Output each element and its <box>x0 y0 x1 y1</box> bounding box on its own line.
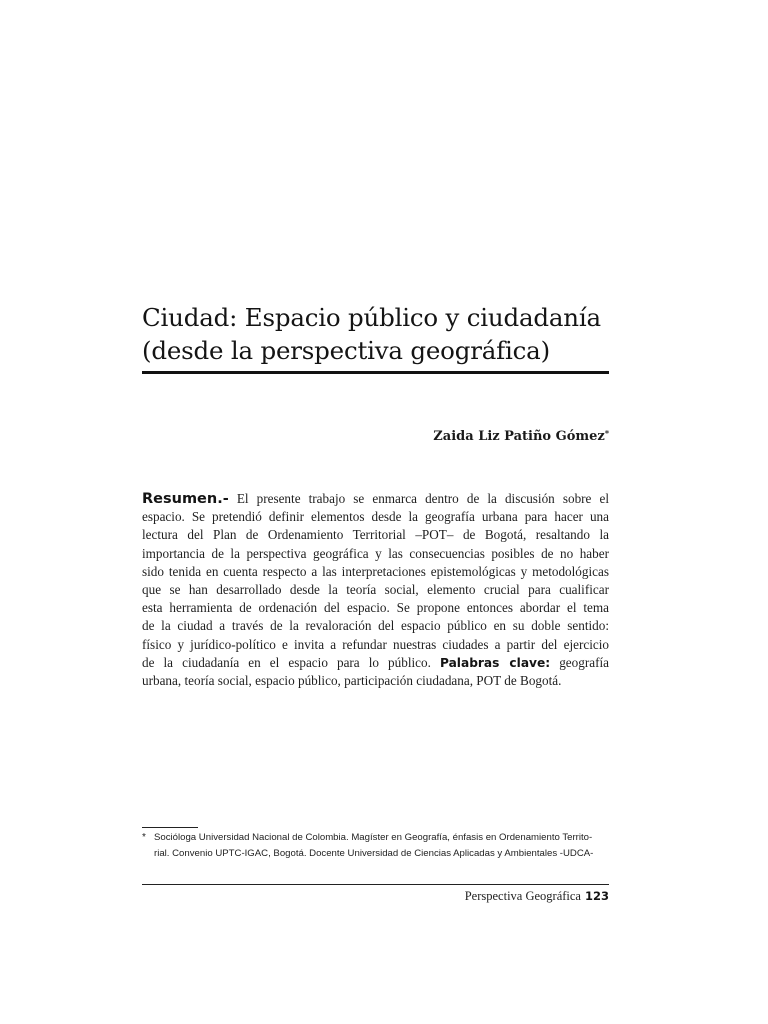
abstract-line-4: importancia de la perspectiva geográfica y las consecuencias posibles de no haber <box>142 545 609 561</box>
abstract-line <box>142 672 609 690</box>
abstract-line-6: que se han desarrollado desde la teoría social, elemento crucial para cualificar <box>142 581 609 597</box>
abstract-line-10-tail: geografía <box>550 654 609 670</box>
abstract-line-10-wrap <box>142 654 609 672</box>
abstract-line-5: sido tenida en cuenta respecto a las interpretaciones epistemológicas y metodológicas <box>142 563 609 579</box>
author-name: Zaida Liz Patiño Gómez <box>433 429 605 444</box>
author-footnote-mark: * <box>604 428 609 438</box>
abstract <box>142 490 609 690</box>
abstract-line-8: de la ciudad a través de la revaloración del espacio público en su doble sentido: <box>142 618 609 634</box>
footnote-mark: * <box>142 832 146 843</box>
abstract-line-7: esta herramienta de ordenación del espacio. Se propone entonces abordar el tema <box>142 600 609 616</box>
keywords-label: Palabras clave: <box>439 655 551 670</box>
abstract-line <box>142 581 609 599</box>
abstract-line <box>142 490 609 508</box>
footnote-line-1: Socióloga Universidad Nacional de Colombia. Magíster en Geografía, énfasis en Ordenamiento Territo- <box>154 832 593 843</box>
abstract-line-11: urbana, teoría social, espacio público, participación ciudadana, POT de Bogotá. <box>142 672 562 688</box>
footnote-divider <box>142 827 198 828</box>
author-byline <box>300 429 609 444</box>
abstract-line <box>142 563 609 581</box>
title-divider <box>142 371 609 374</box>
abstract-line-1-text: El presente trabajo se enmarca dentro de la discusión sobre el <box>228 491 609 506</box>
abstract-line-3: lectura del Plan de Ordenamiento Territorial –POT– de Bogotá, resaltando la <box>142 527 609 543</box>
abstract-line <box>142 545 609 563</box>
article-title-line-1: Ciudad: Espacio público y ciudadanía <box>142 303 601 332</box>
author-footnote <box>142 830 612 862</box>
abstract-line <box>142 599 609 617</box>
abstract-line <box>142 526 609 544</box>
footer-divider <box>142 884 609 885</box>
abstract-line <box>142 654 609 672</box>
abstract-line <box>142 617 609 635</box>
abstract-line <box>142 508 609 526</box>
journal-name: Perspectiva Geográfica <box>464 889 581 903</box>
abstract-line-2: espacio. Se pretendió definir elementos desde la geografía urbana para hacer una <box>142 509 609 525</box>
abstract-heading: Resumen.- <box>142 491 229 507</box>
abstract-line-1-wrap <box>142 490 609 508</box>
footnote-line-1-wrap <box>142 830 612 846</box>
abstract-line <box>142 636 609 654</box>
abstract-line-10-text: de la ciudadanía en el espacio para lo público. <box>142 654 440 670</box>
footnote-line-2: rial. Convenio UPTC-IGAC, Bogotá. Docente Universidad de Ciencias Aplicadas y Ambientales -UDCA- <box>154 848 594 859</box>
running-footer <box>300 889 609 904</box>
page-number: 123 <box>584 889 609 903</box>
abstract-line-9: físico y jurídico-político e invita a refundar nuestras ciudades a partir del ejercicio <box>142 636 609 652</box>
article-title-line-2: (desde la perspectiva geográfica) <box>142 336 550 365</box>
article-title <box>142 301 612 367</box>
